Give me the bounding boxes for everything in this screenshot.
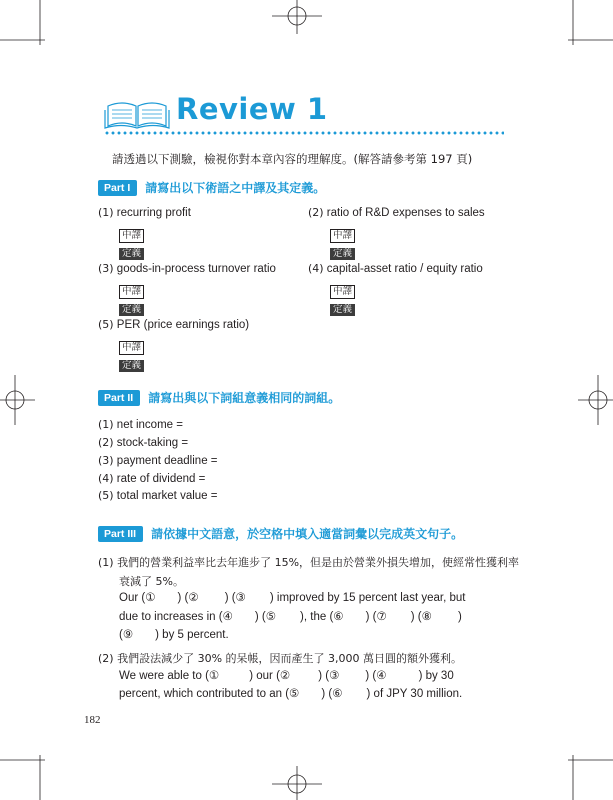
part2-item: (4) rate of dividend = — [98, 472, 206, 485]
q2-english-line2: percent, which contributed to an (⑤ ) (⑥ ) of JPY 30 million. — [119, 688, 463, 700]
part1-header — [98, 179, 325, 196]
part2-heading: 請寫出與以下詞組意義相同的詞組。 — [148, 391, 341, 405]
part1-item: (5) PER (price earnings ratio) — [98, 318, 250, 331]
part2-item: (1) net income = — [98, 418, 183, 431]
part1-item: (2) ratio of R&D expenses to sales — [308, 206, 485, 219]
q2-english-line1: We were able to (① ) our (② ) (③ ) (④ ) by 30 — [119, 670, 454, 682]
page-number: 182 — [84, 714, 101, 726]
q1-chinese-line2: 衰減了 5%。 — [119, 575, 184, 588]
part1-item: (4) capital-asset ratio / equity ratio — [308, 262, 483, 275]
q1-english-line3: (⑨ ) by 5 percent. — [119, 629, 229, 641]
part3-heading: 請依據中文語意，於空格中填入適當詞彙以完成英文句子。 — [151, 527, 464, 541]
def-label-box: 定義 — [119, 297, 144, 316]
zh-label-box: 中譯 — [119, 279, 144, 299]
part2-item: (2) stock-taking = — [98, 436, 189, 449]
part1-heading: 請寫出以下術語之中譯及其定義。 — [145, 181, 326, 195]
part2-tab: Part II — [98, 390, 140, 406]
part1-tab: Part I — [98, 180, 137, 196]
zh-label-box: 中譯 — [330, 223, 355, 243]
part2-item: (5) total market value = — [98, 489, 218, 502]
page-title: Review 1 — [176, 92, 328, 126]
q1-chinese-line1: (1) 我們的營業利益率比去年進步了 15%，但是由於營業外損失增加，使經常性獲利率 — [98, 556, 520, 569]
part2-item: (3) payment deadline = — [98, 454, 218, 467]
zh-label-box: 中譯 — [119, 335, 144, 355]
part1-item: (1) recurring profit — [98, 206, 191, 219]
intro-text: 請透過以下測驗，檢視你對本章內容的理解度。(解答請參考第 197 頁) — [112, 152, 473, 166]
def-label-box: 定義 — [330, 241, 355, 260]
def-label-box: 定義 — [330, 297, 355, 316]
part3-tab: Part III — [98, 526, 143, 542]
part1-item: (3) goods-in-process turnover ratio — [98, 262, 276, 275]
open-book-icon — [104, 96, 170, 130]
decorative-border — [104, 130, 504, 136]
def-label-box: 定義 — [119, 241, 144, 260]
def-label-box: 定義 — [119, 353, 144, 372]
part2-header — [98, 389, 340, 406]
zh-label-box: 中譯 — [119, 223, 144, 243]
q1-english-line1: Our (① ) (② ) (③ ) improved by 15 percent last year, but — [119, 592, 466, 604]
q2-chinese: (2) 我們設法減少了 30% 的呆帳，因而產生了 3,000 萬日圓的額外獲利。 — [98, 652, 463, 665]
zh-label-box: 中譯 — [330, 279, 355, 299]
part3-header — [98, 525, 463, 542]
q1-english-line2: due to increases in (④ ) (⑤ ), the (⑥ ) (⑦ ) (⑧ ) — [119, 611, 462, 623]
